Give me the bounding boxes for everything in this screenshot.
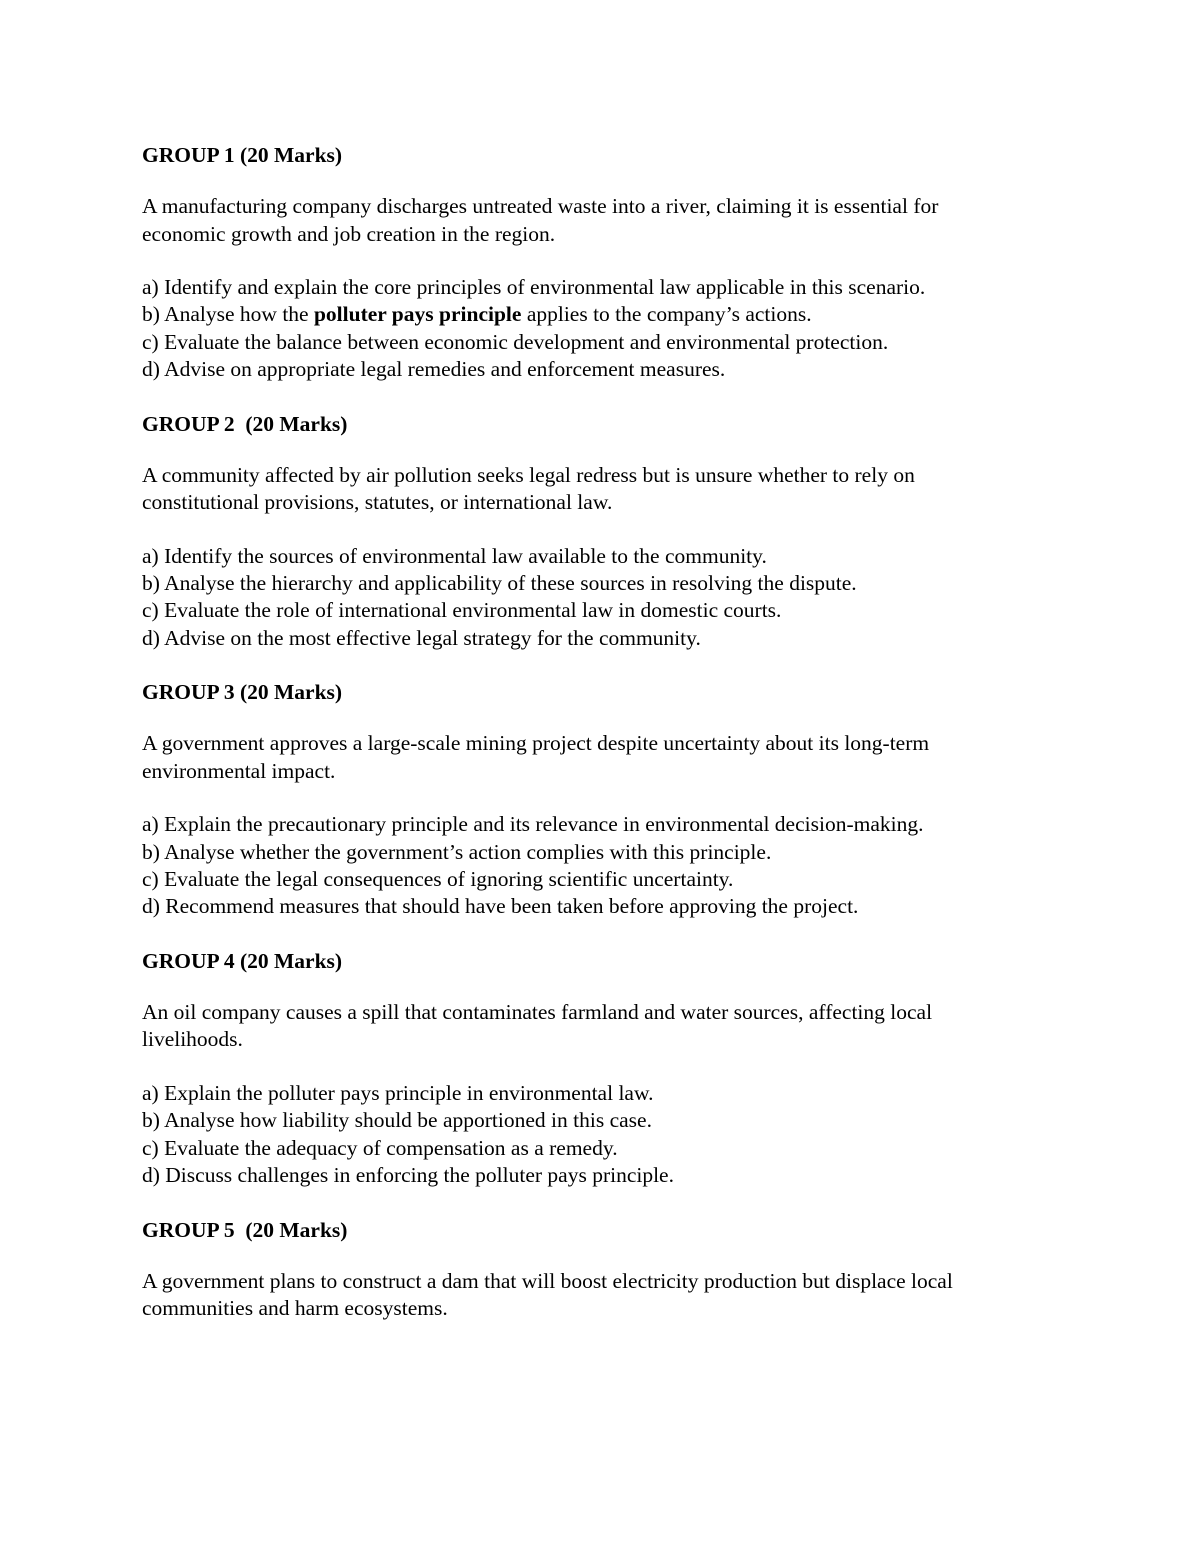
group-title: GROUP 2 (20 Marks): [142, 411, 348, 436]
scenario-text: [142, 462, 1082, 517]
question-item: a) Identify and explain the core principles of environmental law applicable in this scenario.: [142, 275, 926, 299]
scenario-text: [142, 1268, 1082, 1323]
question-item: a) Explain the polluter pays principle in environmental law.: [142, 1080, 654, 1105]
question-item: d) Advise on appropriate legal remedies and enforcement measures.: [142, 357, 726, 382]
question-item: c) Evaluate the adequacy of compensation as a remedy.: [142, 1135, 618, 1160]
scenario-line: A community affected by air pollution seeks legal redress but is unsure whether to rely on: [142, 462, 915, 487]
question-item: a) Identify the sources of environmental law available to the community.: [142, 543, 767, 568]
question-item: c) Evaluate the legal consequences of ignoring scientific uncertainty.: [142, 867, 734, 892]
question-list: [142, 543, 1082, 653]
question-item: d) Recommend measures that should have been taken before approving the project.: [142, 894, 859, 919]
group-3: [142, 677, 1082, 921]
question-item: b) Analyse how the polluter pays principle applies to the company’s actions.: [142, 302, 812, 327]
group-4: [142, 946, 1082, 1190]
scenario-line: An oil company causes a spill that contaminates farmland and water sources, affecting local: [142, 999, 933, 1024]
scenario-line: A government approves a large-scale mining project despite uncertainty about its long-term: [142, 731, 930, 756]
question-item: d) Advise on the most effective legal strategy for the community.: [142, 625, 701, 650]
group-title: GROUP 3 (20 Marks): [142, 680, 343, 705]
group-title: GROUP 1 (20 Marks): [142, 143, 343, 167]
question-list: [142, 811, 1082, 921]
question-item: c) Evaluate the role of international environmental law in domestic courts.: [142, 598, 782, 623]
question-item: c) Evaluate the balance between economic development and environmental protection.: [142, 329, 889, 354]
group-title: GROUP 5 (20 Marks): [142, 1217, 348, 1242]
question-item: d) Discuss challenges in enforcing the polluter pays principle.: [142, 1163, 674, 1188]
document-page: [142, 140, 1082, 1349]
group-1: [142, 140, 1082, 384]
question-item: b) Analyse the hierarchy and applicability of these sources in resolving the dispute.: [142, 571, 857, 596]
scenario-text: [142, 999, 1082, 1054]
question-item: b) Analyse whether the government’s action complies with this principle.: [142, 839, 772, 864]
group-title: GROUP 4 (20 Marks): [142, 948, 343, 973]
scenario-line: economic growth and job creation in the region.: [142, 221, 556, 246]
scenario-line: communities and harm ecosystems.: [142, 1296, 448, 1320]
scenario-line: A government plans to construct a dam that will boost electricity production but displace local: [142, 1268, 953, 1293]
question-item: a) Explain the precautionary principle and its relevance in environmental decision-making.: [142, 812, 924, 837]
scenario-line: constitutional provisions, statutes, or international law.: [142, 490, 613, 515]
group-5: [142, 1215, 1082, 1323]
question-list: [142, 1080, 1082, 1190]
scenario-line: environmental impact.: [142, 758, 336, 783]
scenario-line: A manufacturing company discharges untreated waste into a river, claiming it is essential for: [142, 194, 939, 218]
group-2: [142, 409, 1082, 653]
scenario-text: [142, 193, 1082, 248]
question-list: [142, 274, 1082, 384]
scenario-line: livelihoods.: [142, 1027, 243, 1052]
emphasis-text: polluter pays principle: [313, 302, 522, 327]
question-item: b) Analyse how liability should be apportioned in this case.: [142, 1108, 652, 1133]
scenario-text: [142, 730, 1082, 785]
